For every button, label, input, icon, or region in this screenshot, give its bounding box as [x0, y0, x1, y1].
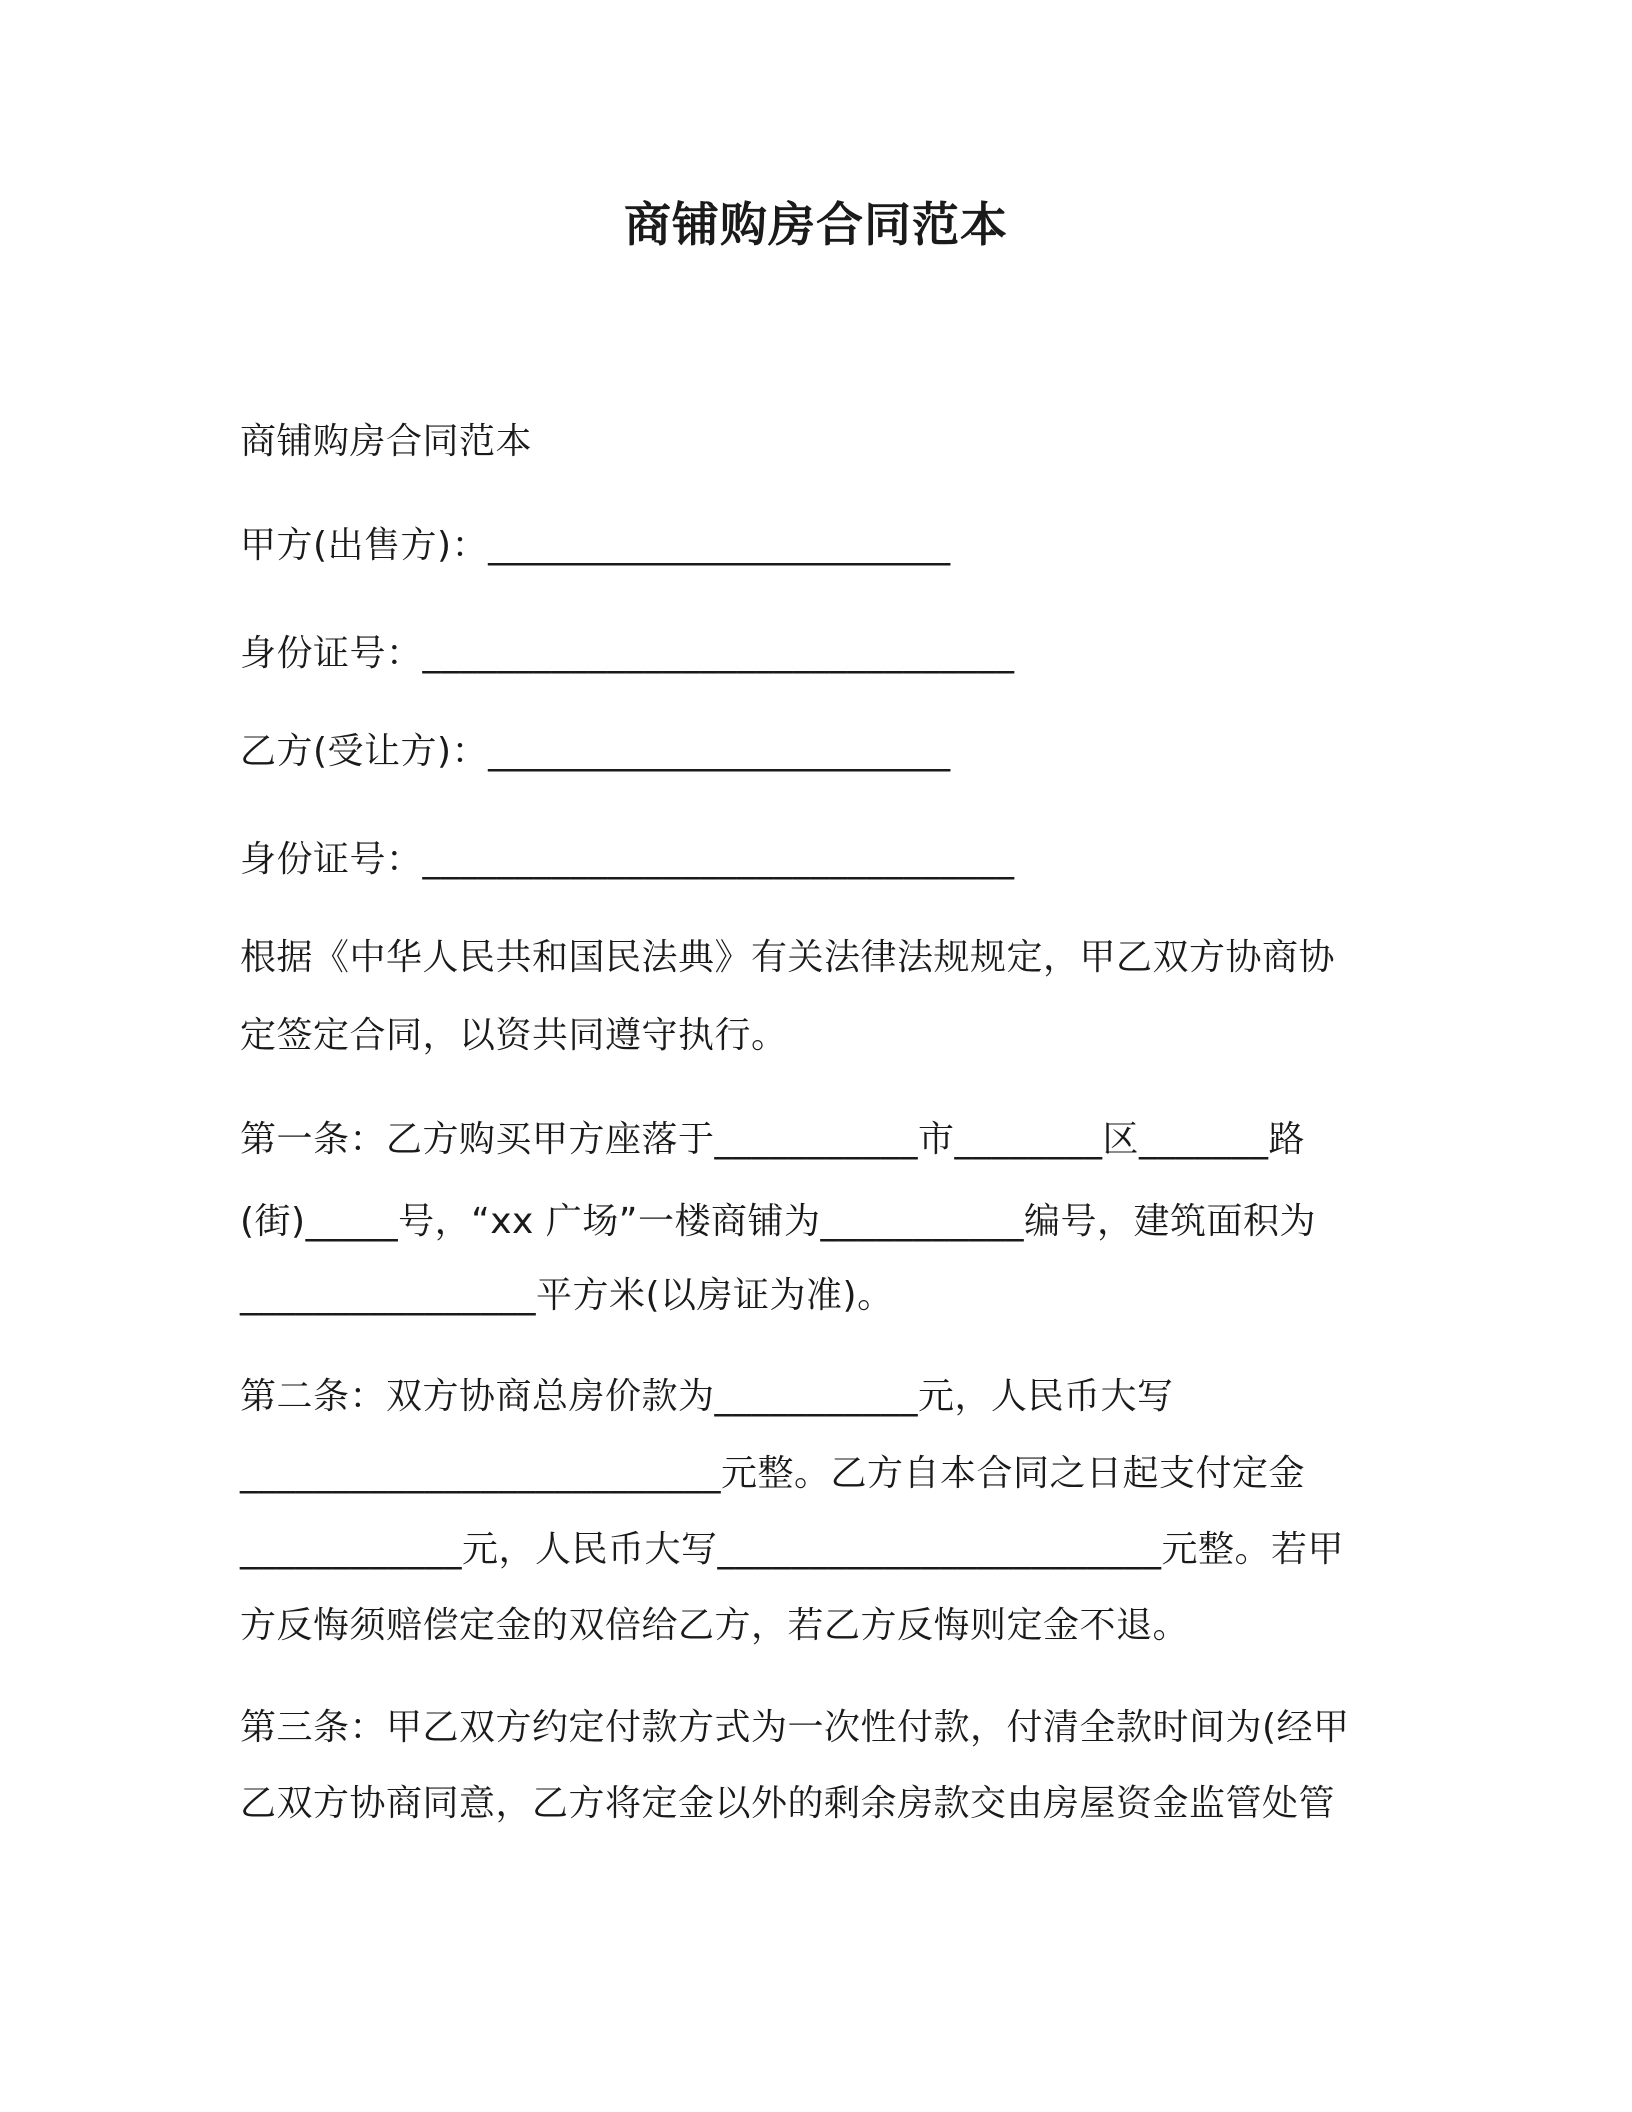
- party-b-line: 乙方(受让方)：_________________________: [240, 731, 951, 772]
- document-title: 商铺购房合同范本: [624, 198, 1008, 253]
- article-3-line-2: 乙双方协商同意，乙方将定金以外的剩余房款交由房屋资金监管处管: [240, 1783, 1336, 1824]
- party-a-line: 甲方(出售方)：_________________________: [240, 525, 951, 566]
- article-2-line-4: 方反悔须赔偿定金的双倍给乙方，若乙方反悔则定金不退。: [240, 1605, 1190, 1646]
- preamble-line-1: 根据《中华人民共和国民法典》有关法律法规规定，甲乙双方协商协: [240, 937, 1336, 978]
- article-1-line-3: ________________平方米(以房证为准)。: [240, 1275, 894, 1316]
- article-3-line-1: 第三条：甲乙双方约定付款方式为一次性付款，付清全款时间为(经甲: [240, 1707, 1350, 1748]
- article-2-line-2: __________________________元整。乙方自本合同之日起支付定金: [240, 1453, 1306, 1494]
- preamble-line-2: 定签定合同，以资共同遵守执行。: [240, 1015, 788, 1056]
- article-2-line-3: ____________元，人民币大写________________________元整。若甲: [240, 1529, 1345, 1570]
- subtitle-line: 商铺购房合同范本: [240, 421, 533, 462]
- article-1-line-1: 第一条：乙方购买甲方座落于___________市________区_______路: [240, 1119, 1306, 1160]
- article-1-line-2: (街)_____号，“xx 广场”一楼商铺为___________编号，建筑面积为: [240, 1201, 1316, 1242]
- article-2-line-1: 第二条：双方协商总房价款为___________元，人民币大写: [240, 1376, 1174, 1417]
- party-b-id-line: 身份证号：________________________________: [240, 839, 1015, 880]
- party-a-id-line: 身份证号：________________________________: [240, 633, 1015, 674]
